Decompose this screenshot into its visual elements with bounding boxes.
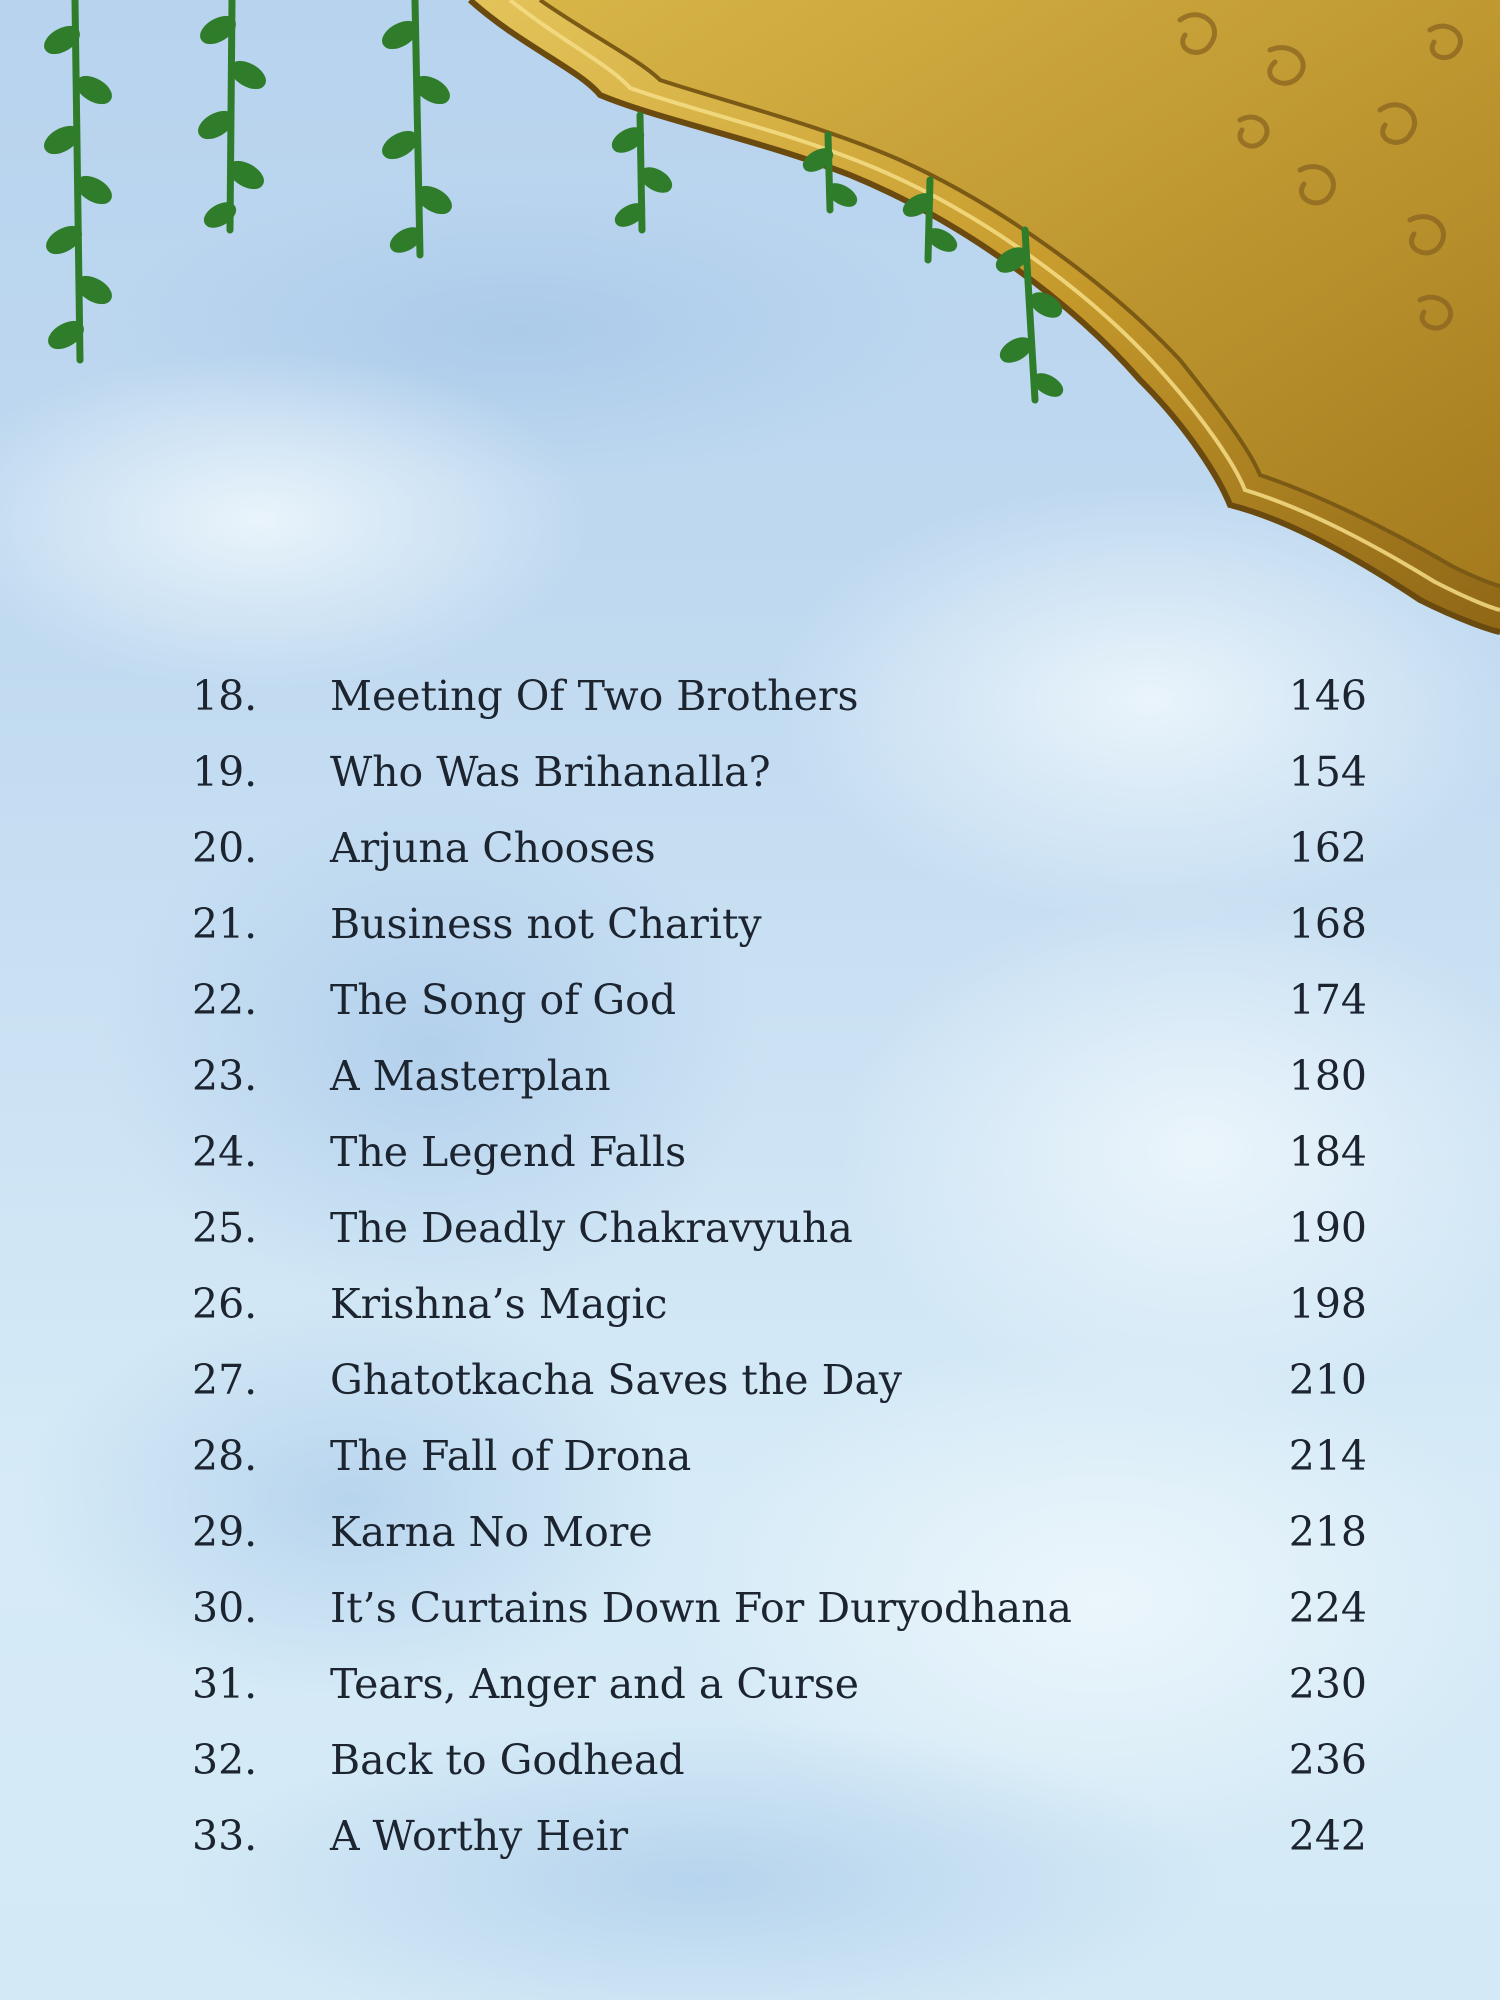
toc-entry	[0, 1494, 1500, 1570]
chapter-page-number: 174	[1288, 976, 1367, 1024]
chapter-page-number: 154	[1288, 748, 1367, 796]
toc-entry	[0, 1342, 1500, 1418]
chapter-number: 27.	[192, 1356, 258, 1404]
chapter-number: 31.	[192, 1660, 258, 1708]
chapter-page-number: 218	[1288, 1508, 1367, 1556]
chapter-title: Karna No More	[330, 1508, 653, 1556]
toc-entry	[0, 1038, 1500, 1114]
chapter-page-number: 168	[1288, 900, 1367, 948]
chapter-number: 28.	[192, 1432, 258, 1480]
toc-entry	[0, 1798, 1500, 1874]
chapter-title: Who Was Brihanalla?	[330, 748, 771, 796]
chapter-page-number: 162	[1288, 824, 1367, 872]
chapter-number: 30.	[192, 1584, 258, 1632]
chapter-number: 18.	[192, 672, 258, 720]
chapter-number: 33.	[192, 1812, 258, 1860]
chapter-title: Tears, Anger and a Curse	[330, 1660, 860, 1708]
chapter-number: 24.	[192, 1128, 258, 1176]
chapter-number: 23.	[192, 1052, 258, 1100]
chapter-title: Krishna’s Magic	[330, 1280, 668, 1328]
chapter-title: Back to Godhead	[330, 1736, 685, 1784]
chapter-number: 29.	[192, 1508, 258, 1556]
toc-entry	[0, 1418, 1500, 1494]
chapter-title: Meeting Of Two Brothers	[330, 672, 859, 720]
chapter-title: The Fall of Drona	[330, 1432, 692, 1480]
chapter-page-number: 210	[1288, 1356, 1367, 1404]
chapter-title: The Deadly Chakravyuha	[330, 1204, 853, 1252]
toc-entry	[0, 810, 1500, 886]
toc-entry	[0, 1722, 1500, 1798]
chapter-title: Arjuna Chooses	[330, 824, 656, 872]
chapter-title: A Worthy Heir	[330, 1812, 629, 1860]
chapter-number: 21.	[192, 900, 258, 948]
chapter-page-number: 198	[1288, 1280, 1367, 1328]
chapter-page-number: 242	[1288, 1812, 1367, 1860]
chapter-title: Ghatotkacha Saves the Day	[330, 1356, 903, 1404]
toc-entry	[0, 1646, 1500, 1722]
chapter-number: 32.	[192, 1736, 258, 1784]
chapter-number: 22.	[192, 976, 258, 1024]
toc-entry	[0, 886, 1500, 962]
chapter-page-number: 214	[1288, 1432, 1367, 1480]
chapter-page-number: 184	[1288, 1128, 1367, 1176]
toc-entry	[0, 1190, 1500, 1266]
toc-entry	[0, 734, 1500, 810]
toc-entry	[0, 1114, 1500, 1190]
chapter-page-number: 190	[1288, 1204, 1367, 1252]
chapter-number: 26.	[192, 1280, 258, 1328]
chapter-page-number: 224	[1288, 1584, 1367, 1632]
chapter-page-number: 230	[1288, 1660, 1367, 1708]
toc-entry	[0, 1266, 1500, 1342]
chapter-title: A Masterplan	[330, 1052, 611, 1100]
chapter-title: The Song of God	[330, 976, 677, 1024]
toc-entry	[0, 658, 1500, 734]
chapter-title: Business not Charity	[330, 900, 762, 948]
toc-entry	[0, 962, 1500, 1038]
chapter-page-number: 236	[1288, 1736, 1367, 1784]
chapter-page-number: 146	[1288, 672, 1367, 720]
toc-entry	[0, 1570, 1500, 1646]
chapter-title: It’s Curtains Down For Duryodhana	[330, 1584, 1072, 1632]
chapter-number: 25.	[192, 1204, 258, 1252]
chapter-number: 19.	[192, 748, 258, 796]
chapter-page-number: 180	[1288, 1052, 1367, 1100]
chapter-number: 20.	[192, 824, 258, 872]
chapter-title: The Legend Falls	[330, 1128, 687, 1176]
